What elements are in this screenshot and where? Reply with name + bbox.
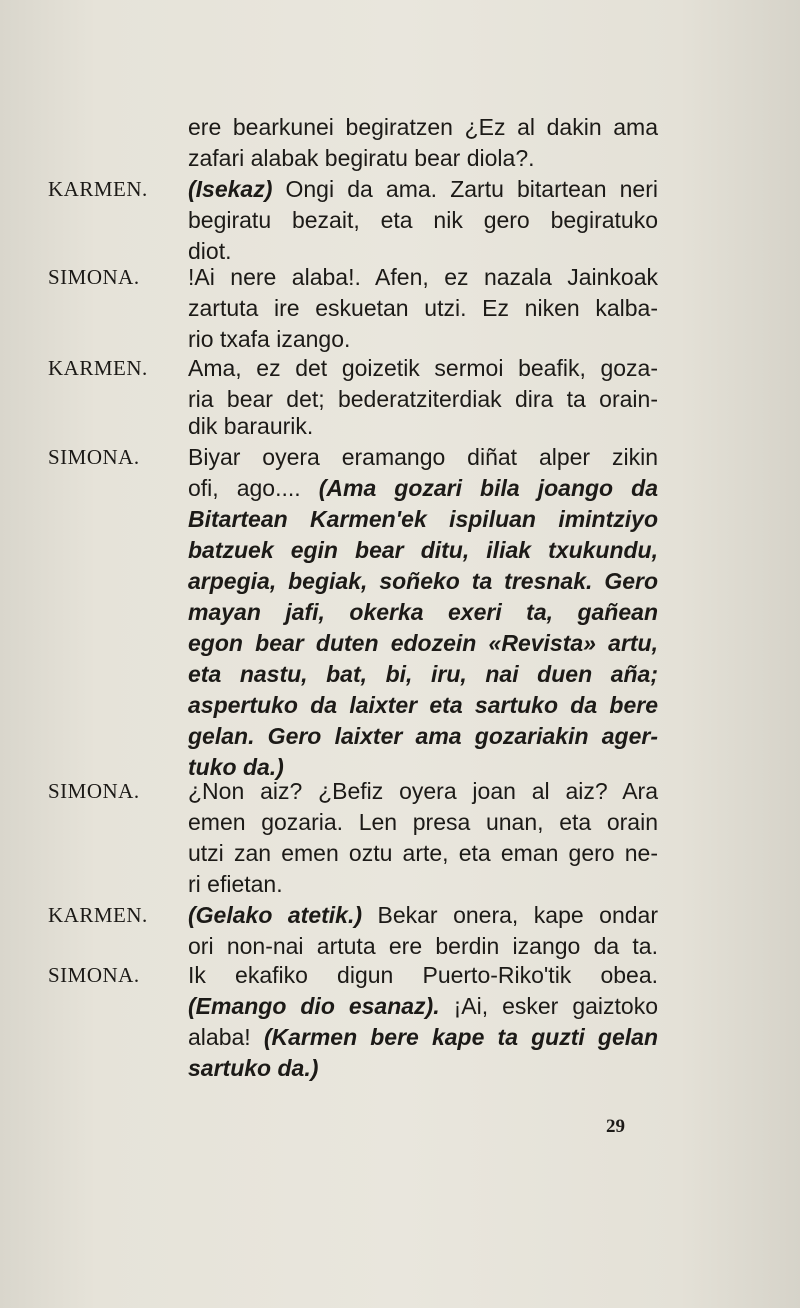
text-line xyxy=(188,566,658,597)
text-line xyxy=(188,838,658,869)
text-line xyxy=(188,991,658,1022)
text-line xyxy=(188,597,658,628)
text-line xyxy=(188,353,658,384)
dialogue-text: begiratu bezait, eta nik gero begiratuko xyxy=(188,207,658,233)
stage-direction: (Ama gozari bila joango da xyxy=(318,475,658,501)
dialogue-text: Biyar oyera eramango diñat alper zikin xyxy=(188,444,658,470)
text-line xyxy=(188,324,658,355)
speaker-name: SIMONA. xyxy=(48,445,140,469)
dialogue-text: ¡Ai, esker gaiztoko xyxy=(439,993,658,1019)
stage-direction: Bitartean Karmen'ek ispiluan imintziyo xyxy=(188,506,658,532)
dialogue-text: ori non-nai artuta ere berdin izango da ta. xyxy=(188,933,658,959)
dialogue-text: ri efietan. xyxy=(188,871,283,897)
text-line xyxy=(188,960,658,991)
speaker-name: KARMEN. xyxy=(48,356,148,380)
stage-direction: (Karmen bere kape ta guzti gelan xyxy=(263,1024,658,1050)
dialogue-text: alaba! xyxy=(188,1024,264,1050)
stage-direction: mayan jafi, okerka exeri ta, gañean xyxy=(188,599,658,625)
dialogue-text: Ongi da ama. Zartu bitartean neri xyxy=(272,176,658,202)
speaker-name: SIMONA. xyxy=(48,779,140,803)
text-line xyxy=(188,659,658,690)
text-line xyxy=(188,690,658,721)
stage-direction: (Emango dio esanaz). xyxy=(188,993,440,1019)
stage-direction: gelan. Gero laixter ama gozariakin ager- xyxy=(188,723,658,749)
dialogue-text: Bekar onera, kape ondar xyxy=(362,902,658,928)
dialogue-text: rio txafa izango. xyxy=(188,326,351,352)
dialogue-text: ere bearkunei begiratzen ¿Ez al dakin ama xyxy=(188,114,658,140)
dialogue-text: Ama, ez det goizetik sermoi beafik, goza- xyxy=(188,355,658,381)
text-line xyxy=(188,473,658,504)
dialogue-text: diot. xyxy=(188,238,232,264)
dialogue-text: zartuta ire eskuetan utzi. Ez niken kalba- xyxy=(188,295,658,321)
dialogue-text: ¿Non aiz? ¿Befiz oyera joan al aiz? Ara xyxy=(188,778,658,804)
dialogue-text: ofi, ago.... xyxy=(188,475,319,501)
stage-direction: eta nastu, bat, bi, iru, nai duen aña; xyxy=(188,661,658,687)
text-line xyxy=(188,174,658,205)
stage-direction: (Isekaz) xyxy=(188,176,273,202)
stage-direction: aspertuko da laixter eta sartuko da bere xyxy=(188,692,658,718)
text-line xyxy=(188,1022,658,1053)
text-line xyxy=(188,411,658,442)
dialogue-text: emen gozaria. Len presa unan, eta orain xyxy=(188,809,658,835)
text-line xyxy=(188,721,658,752)
stage-direction: (Gelako atetik.) xyxy=(188,902,362,928)
stage-direction: sartuko da.) xyxy=(188,1055,319,1081)
text-line xyxy=(188,869,658,900)
text-line xyxy=(188,293,658,324)
dialogue-text: !Ai nere alaba!. Afen, ez nazala Jainkoak xyxy=(188,264,658,290)
dialogue-text: dik baraurik. xyxy=(188,413,314,439)
text-line xyxy=(188,535,658,566)
stage-direction: egon bear duten edozein «Revista» artu, xyxy=(188,630,658,656)
stage-direction: tuko da.) xyxy=(188,754,284,780)
stage-direction: batzuek egin bear ditu, iliak txukundu, xyxy=(188,537,658,563)
speaker-name: SIMONA. xyxy=(48,265,140,289)
dialogue-text: ria bear det; bederatziterdiak dira ta orain- xyxy=(188,386,658,412)
text-line xyxy=(188,262,658,293)
text-line xyxy=(188,931,658,962)
text-line xyxy=(188,504,658,535)
dialogue-text: zafari alabak begiratu bear diola?. xyxy=(188,145,535,171)
text-line xyxy=(188,776,658,807)
speaker-name: KARMEN. xyxy=(48,177,148,201)
dialogue-text: Ik ekafiko digun Puerto-Riko'tik obea. xyxy=(188,962,658,988)
text-line xyxy=(188,143,658,174)
text-line xyxy=(188,442,658,473)
text-line xyxy=(188,628,658,659)
text-line xyxy=(188,205,658,236)
text-line xyxy=(188,807,658,838)
page-number: 29 xyxy=(606,1116,625,1137)
text-line xyxy=(188,112,658,143)
text-line xyxy=(188,900,658,931)
speaker-name: SIMONA. xyxy=(48,963,140,987)
stage-direction: arpegia, begiak, soñeko ta tresnak. Gero xyxy=(188,568,658,594)
text-line xyxy=(188,1053,658,1084)
speaker-name: KARMEN. xyxy=(48,903,148,927)
dialogue-text: utzi zan emen oztu arte, eta eman gero ne- xyxy=(188,840,658,866)
